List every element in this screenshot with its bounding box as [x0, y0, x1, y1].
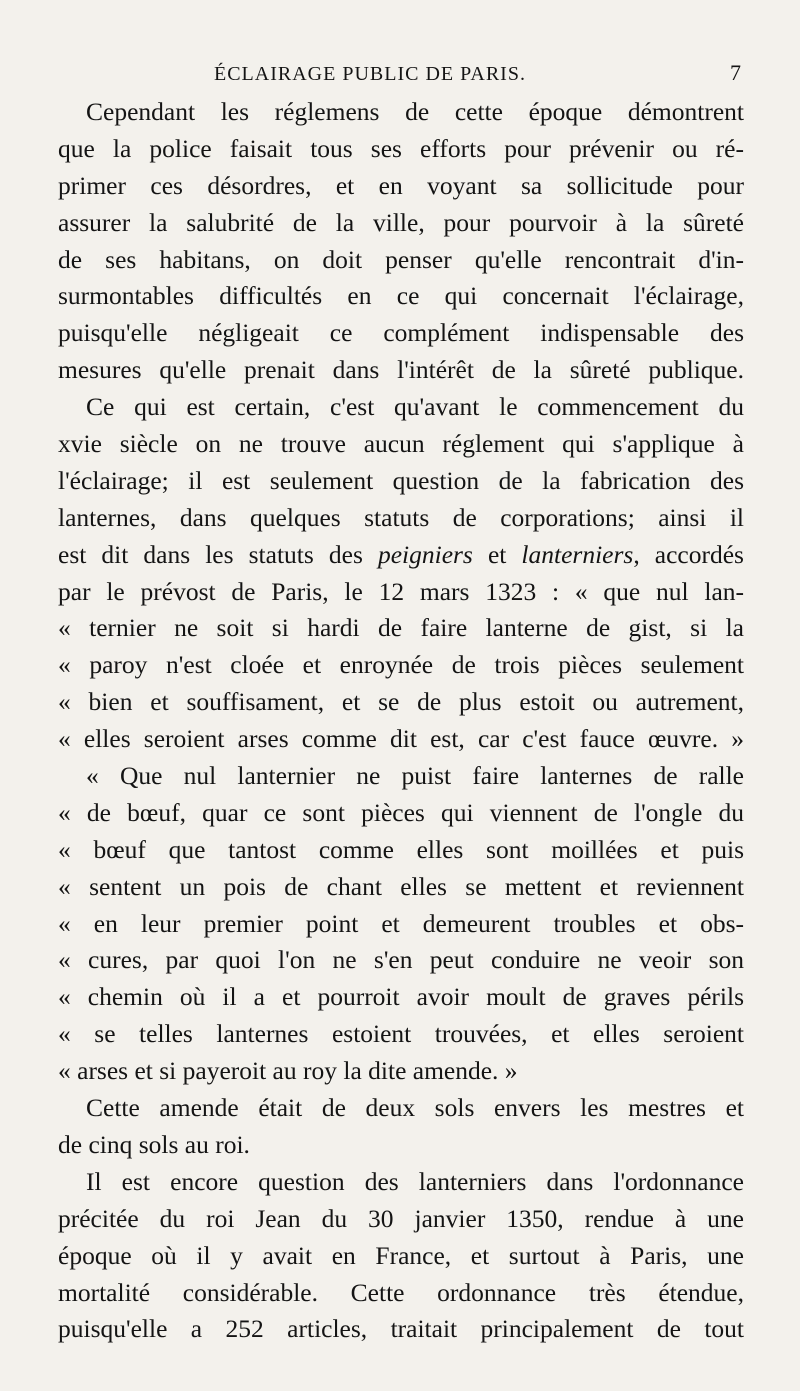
text-fragment: et	[472, 539, 522, 569]
text-line: Cependant les réglemens de cette époque démontrent	[86, 97, 744, 126]
text-line: mesures qu'elle prenait dans l'intérêt de la sûreté publique.	[58, 355, 744, 385]
text-line: « se telles lanternes estoient trouvées, et elles seroient	[58, 1019, 744, 1049]
page-number: 7	[730, 60, 742, 85]
text-line: Ce qui est certain, c'est qu'avant le commencement du	[86, 392, 744, 422]
text-line: « cures, par quoi l'on ne s'en peut conduire ne veoir son	[58, 945, 744, 975]
text-line: « Que nul lanternier ne puist faire lanternes de ralle	[86, 761, 744, 791]
text-line: époque où il y avait en France, et surtout à Paris, une	[58, 1240, 744, 1270]
text-line	[58, 537, 744, 574]
text-fragment: est dit dans les statuts des	[58, 539, 378, 569]
text-line: précitée du roi Jean du 30 janvier 1350, rendue à une	[58, 1203, 744, 1233]
text-line: puisqu'elle a 252 articles, traitait principalement de tout	[58, 1314, 744, 1344]
text-line: « arses et si payeroit au roy la dite amende. »	[58, 1056, 518, 1086]
text-line: Il est encore question des lanterniers dans l'ordonnance	[86, 1166, 744, 1196]
text-line: « chemin où il a et pourroit avoir moult de graves périls	[58, 982, 744, 1012]
running-header	[58, 60, 744, 94]
text-line: surmontables difficultés en ce qui concernait l'éclairage,	[58, 281, 744, 311]
text-line: « bœuf que tantost comme elles sont moillées et puis	[58, 834, 744, 864]
text-line: « bien et souffisament, et se de plus estoit ou autrement,	[58, 687, 744, 717]
text-line: l'éclairage; il est seulement question de la fabrication des	[58, 465, 744, 495]
text-line: que la police faisait tous ses efforts pour prévenir ou ré-	[58, 133, 744, 163]
running-title: ÉCLAIRAGE PUBLIC DE PARIS.	[214, 63, 526, 85]
text-line: assurer la salubrité de la ville, pour pourvoir à la sûreté	[58, 207, 744, 237]
text-line: « paroy n'est cloée et enroynée de trois pièces seulement	[58, 650, 744, 680]
text-line: mortalité considérable. Cette ordonnance très étendue,	[58, 1277, 744, 1307]
text-line: « elles seroient arses comme dit est, car c'est fauce œuvre. »	[58, 724, 744, 754]
text-line: « ternier ne soit si hardi de faire lanterne de gist, si la	[58, 613, 744, 643]
text-line: « sentent un pois de chant elles se mettent et reviennent	[58, 871, 744, 901]
text-line: par le prévost de Paris, le 12 mars 1323 : « que nul lan-	[58, 576, 744, 606]
text-fragment: , accordés	[633, 539, 744, 569]
text-line: lanternes, dans quelques statuts de corporations; ainsi il	[58, 502, 744, 532]
text-line: xvie siècle on ne trouve aucun réglement qui s'applique à	[58, 429, 744, 459]
italic-term: lanterniers	[521, 539, 634, 569]
text-line: de cinq sols au roi.	[58, 1129, 250, 1159]
body-text	[58, 94, 744, 1348]
text-line: puisqu'elle négligeait ce complément indispensable des	[58, 318, 744, 348]
text-line: de ses habitans, on doit penser qu'elle rencontrait d'in-	[58, 244, 744, 274]
text-line: primer ces désordres, et en voyant sa sollicitude pour	[58, 170, 744, 200]
text-line: « de bœuf, quar ce sont pièces qui viennent de l'ongle du	[58, 797, 744, 827]
text-line: Cette amende était de deux sols envers les mestres et	[86, 1093, 744, 1123]
italic-term: peigniers	[377, 539, 473, 569]
text-line: « en leur premier point et demeurent troubles et obs-	[58, 908, 744, 938]
